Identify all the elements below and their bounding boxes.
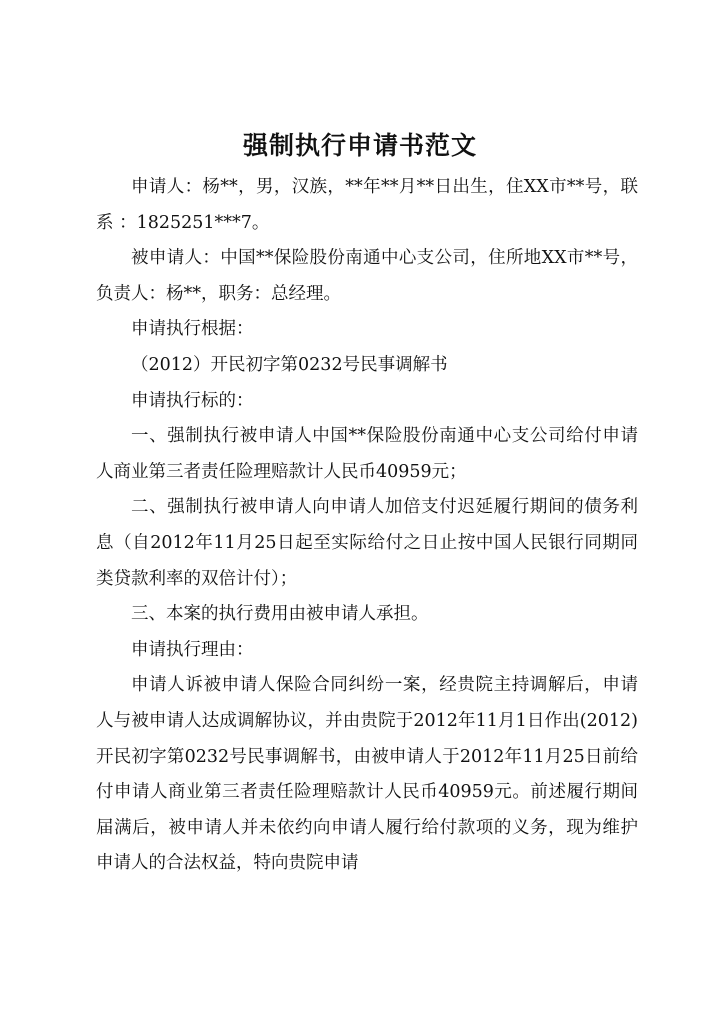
heading-execution-reason: 申请执行理由：: [131, 639, 254, 660]
paragraph-applicant: 申请人：杨**，男，汉族，**年**月**日出生，住XX市**号，联系 ：1825251***7。: [96, 177, 638, 233]
paragraph-mediation-document: （2012）开民初字第0232号民事调解书: [131, 354, 448, 375]
paragraph-respondent: 被申请人：中国**保险股份南通中心支公司，住所地XX市**号，负责人：杨**，职务：总经理。: [96, 248, 638, 304]
paragraph-item-3: 三、本案的执行费用由被申请人承担。: [131, 604, 429, 625]
paragraph-item-1: 一、强制执行被申请人中国**保险股份南通中心支公司给付申请人商业第三者责任险理赔款计人民币40959元；: [96, 426, 638, 482]
document-body: [96, 170, 638, 882]
paragraph-item-2: 二、强制执行被申请人向申请人加倍支付迟延履行期间的债务利息（自2012年11月25日起至实际给付之日止按中国人民银行同期同类贷款利率的双倍计付）；: [96, 497, 638, 589]
paragraph-reason: 申请人诉被申请人保险合同纠纷一案，经贵院主持调解后，申请人与被申请人达成调解协议，并由贵院于2012年11月1日作出(2012)开民初字第0232号民事调解书，由被申请人于2012年11月25日前给付申请人商业第三者责任险理赔款计人民币40959元。前述履行期间届满后，被申请人并未依约向申请人履行给付款项的义务，现为维护申请人的合法权益，特向贵院申请: [96, 675, 638, 874]
heading-execution-basis: 申请执行根据：: [131, 319, 254, 340]
heading-execution-subject: 申请执行标的：: [131, 390, 254, 411]
document-title: 强制执行申请书范文: [242, 131, 477, 160]
